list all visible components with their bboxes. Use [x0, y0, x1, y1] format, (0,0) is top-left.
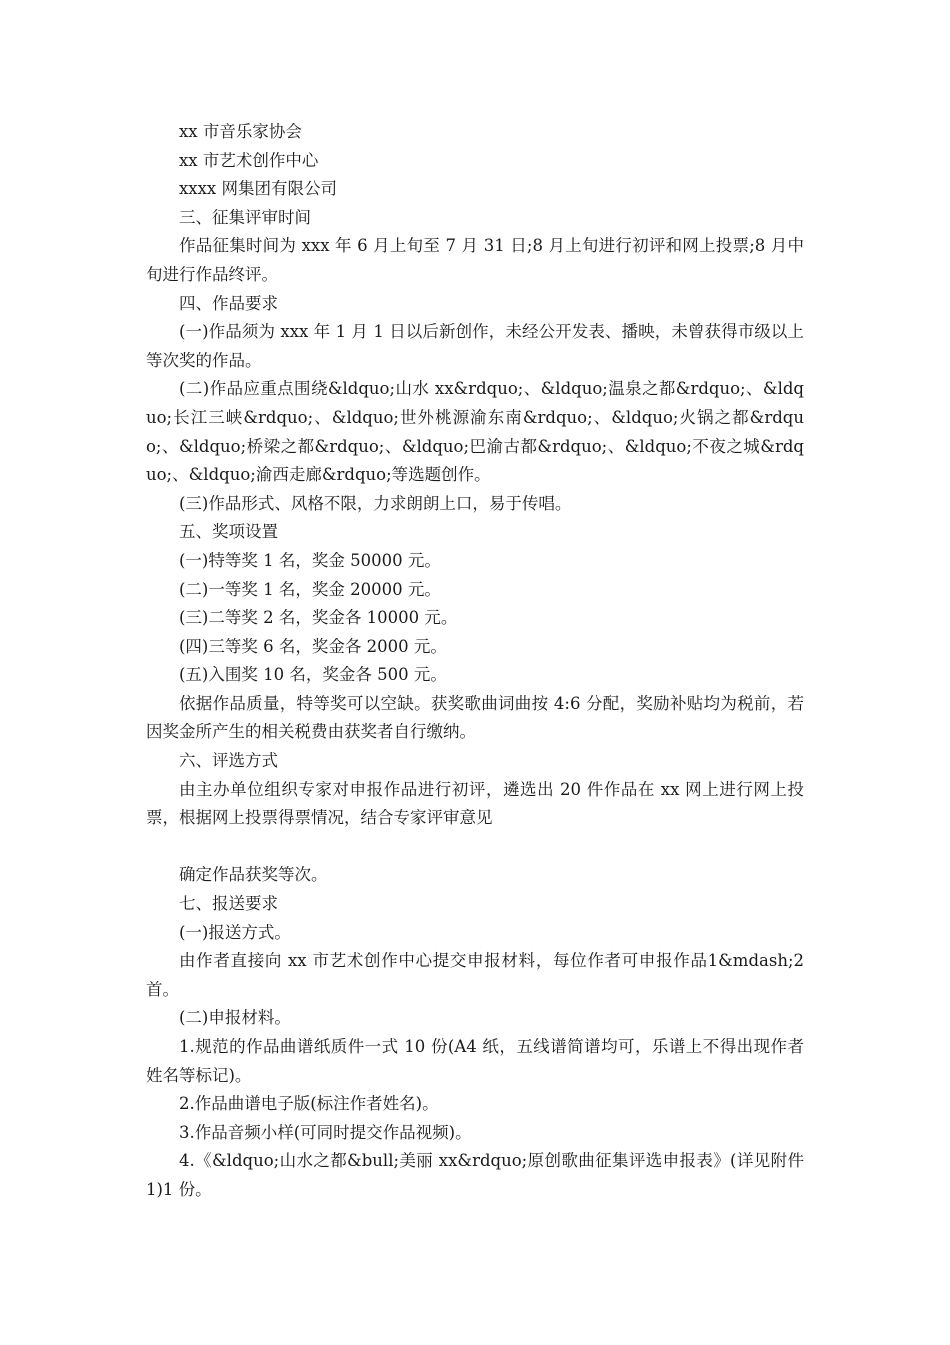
- paragraph-review-time: 作品征集时间为 xxx 年 6 月上旬至 7 月 31 日;8 月上旬进行初评和网上投票;8 月中旬进行作品终评。: [146, 236, 804, 284]
- paragraph-award-4: (四)三等奖 6 名，奖金各 2000 元。: [179, 636, 447, 656]
- paragraph-requirement-1: (一)作品须为 xxx 年 1 月 1 日以后新创作，未经公开发表、播映，未曾获得市级以上等次奖的作品。: [146, 322, 804, 370]
- paragraph-org-3: xxxx 网集团有限公司: [179, 179, 337, 199]
- paragraph-award-3: (三)二等奖 2 名，奖金各 10000 元。: [179, 608, 458, 628]
- paragraph-award-5: (五)入围奖 10 名，奖金各 500 元。: [179, 665, 447, 685]
- paragraph-selection-continued: 确定作品获奖等次。: [179, 865, 328, 885]
- paragraph-material-4: 4.《&ldquo;山水之都&bull;美丽 xx&rdquo;原创歌曲征集评选申报表》(详见附件 1)1 份。: [146, 1151, 804, 1199]
- paragraph-material-1: 1.规范的作品曲谱纸质件一式 10 份(A4 纸，五线谱简谱均可，乐谱上不得出现作者姓名等标记)。: [146, 1037, 804, 1085]
- paragraph-award-1: (一)特等奖 1 名，奖金 50000 元。: [179, 550, 441, 570]
- section-heading-review-time: 三、征集评审时间: [179, 207, 311, 227]
- section-heading-submission: 七、报送要求: [179, 894, 278, 914]
- section-heading-requirements: 四、作品要求: [179, 293, 278, 313]
- paragraph-requirement-2: (二)作品应重点围绕&ldquo;山水 xx&rdquo;、&ldquo;温泉之都&rdquo;、&ldquo;长江三峡&rdquo;、&ldquo;世外桃源渝东南&rdquo;、&ldquo;火锅之都&rdquo;、&ldquo;桥梁之都&rdquo;、&ldquo;巴渝古都&rdquo;、&ldquo;不夜之城&rdquo;、&ldquo;渝西走廊&rdquo;等选题创作。: [146, 379, 804, 485]
- paragraph-selection: 由主办单位组织专家对申报作品进行初评，遴选出 20 件作品在 xx 网上进行网上投票，根据网上投票得票情况，结合专家评审意见: [146, 779, 804, 828]
- paragraph-award-note: 依据作品质量，特等奖可以空缺。获奖歌曲词曲按 4:6 分配，奖励补贴均为税前，若因奖金所产生的相关税费由获奖者自行缴纳。: [146, 693, 804, 742]
- paragraph-material-3: 3.作品音频小样(可同时提交作品视频)。: [179, 1122, 472, 1142]
- subheading-submission-method: (一)报送方式。: [179, 922, 291, 942]
- paragraph-org-1: xx 市音乐家协会: [179, 122, 302, 141]
- paragraph-requirement-3: (三)作品形式、风格不限，力求朗朗上口，易于传唱。: [179, 493, 572, 513]
- document-page: [146, 118, 804, 1205]
- paragraph-award-2: (二)一等奖 1 名，奖金 20000 元。: [179, 579, 441, 599]
- paragraph-gap: [146, 833, 804, 862]
- section-heading-awards: 五、奖项设置: [179, 522, 278, 542]
- paragraph-submission-method: 由作者直接向 xx 市艺术创作中心提交申报材料，每位作者可申报作品1&mdash;2 首。: [146, 951, 804, 999]
- paragraph-org-2: xx 市艺术创作中心: [179, 150, 319, 170]
- subheading-materials: (二)申报材料。: [179, 1008, 291, 1028]
- section-heading-selection: 六、评选方式: [179, 751, 278, 771]
- paragraph-material-2: 2.作品曲谱电子版(标注作者姓名)。: [179, 1094, 439, 1114]
